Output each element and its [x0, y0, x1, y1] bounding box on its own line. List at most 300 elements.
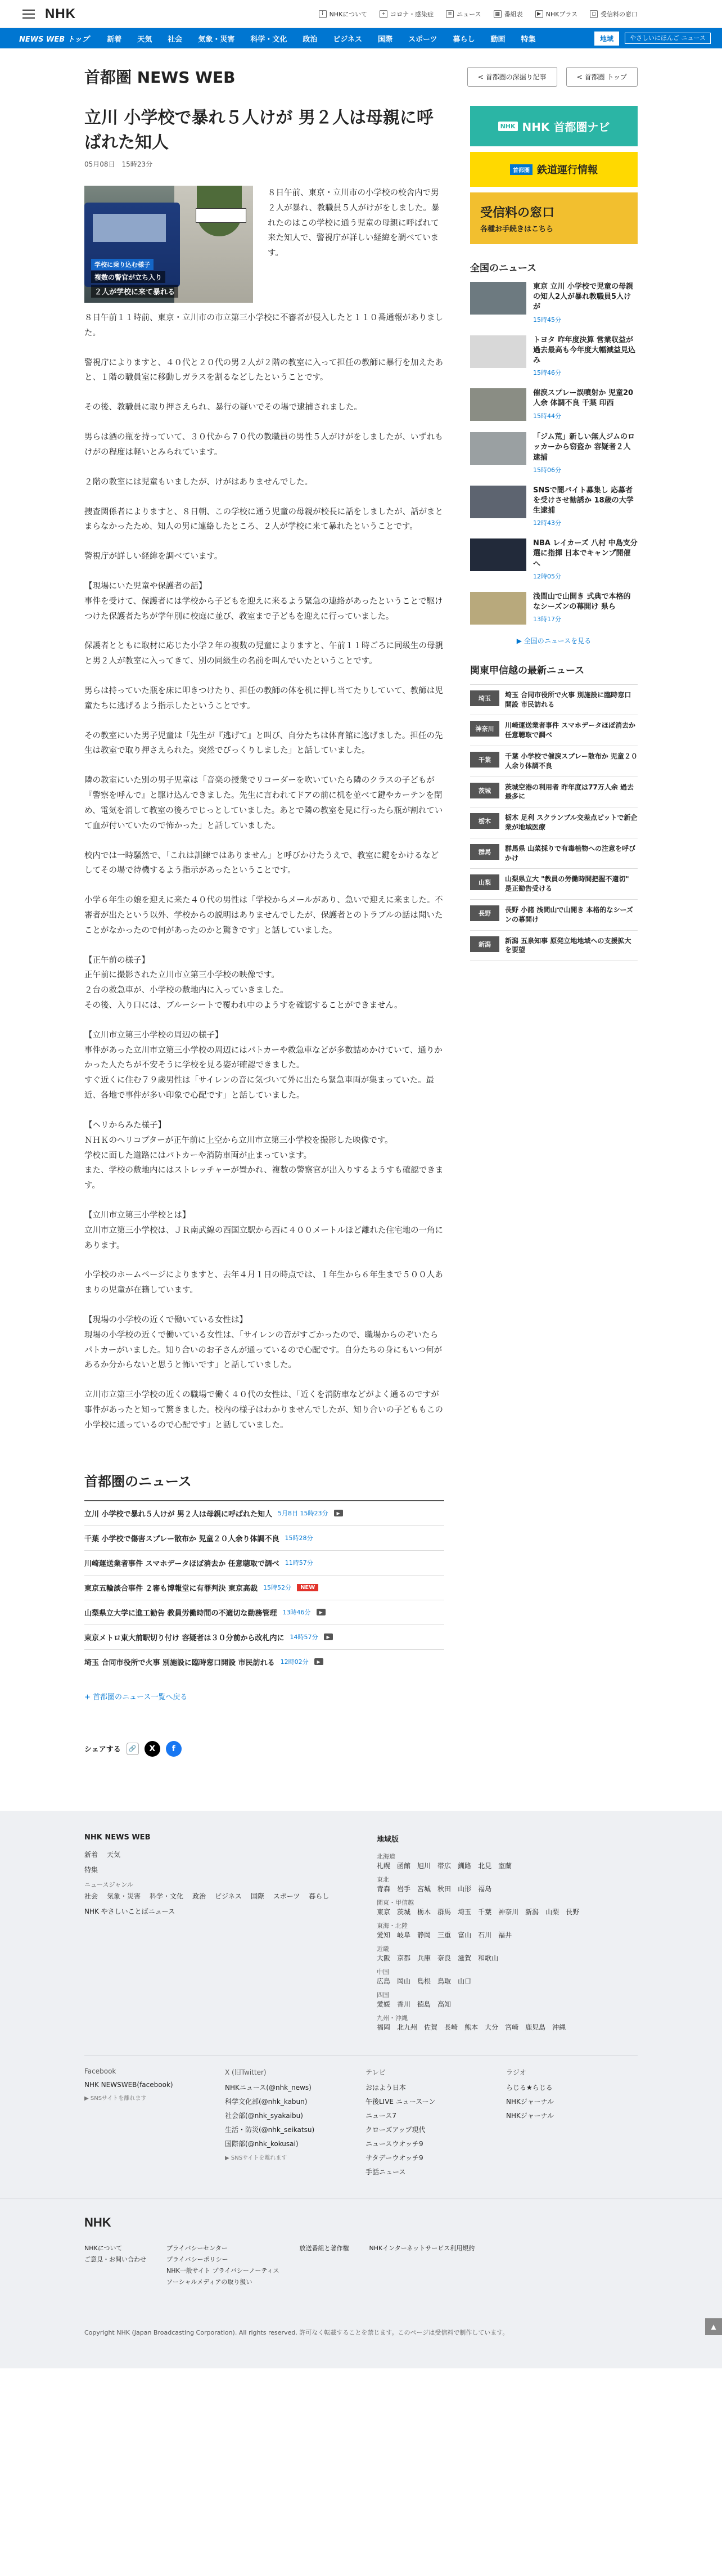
footer-links [84, 1850, 354, 1859]
national-news-item[interactable] [470, 432, 638, 474]
nav-corona[interactable]: + コロナ・感染症 [380, 10, 434, 19]
category-item[interactable]: 社会 [168, 35, 183, 44]
article-paragraph: 【立川市立第三小学校の周辺の様子】 事件があった立川市立第三小学校の周辺にはパトカーや救急車などが多数詰めかけていて、通りかかった人たちが不安そうに学校を見る姿が確認できました。 すぐ近くに住む７９歳男性は「サイレンの音に気づいて外に出たら緊急車両が集まっていた。最近、各地で事件が多い印象で心配です」と話していました。 [84, 1030, 443, 1101]
region-name: 四国 [377, 1991, 389, 1999]
prefecture-link[interactable]: 宮城 [417, 1884, 431, 1893]
article-date [84, 159, 444, 169]
footer-link[interactable]: 新着 [84, 1850, 98, 1859]
prefecture-link[interactable]: 新潟 [525, 1908, 539, 1916]
social-link[interactable]: 国際部(@nhk_kokusai) [225, 2139, 299, 2148]
photo-caption: 複数の警官が立ち入り [91, 271, 165, 283]
prefecture-link[interactable]: 大分 [485, 2023, 499, 2031]
menu-icon[interactable] [22, 10, 35, 19]
national-news-more-link[interactable]: ▶ 全国のニュースを見る [516, 636, 592, 645]
article-paragraph: その後、教職員に取り押さえられ、暴行の疑いでその場で逮捕されました。 [84, 403, 362, 412]
prefecture-link[interactable]: 秋田 [437, 1884, 452, 1893]
region-group [377, 1944, 579, 1963]
prefecture-link[interactable]: 鹿児島 [525, 2023, 546, 2031]
category-item[interactable]: 特集 [521, 35, 536, 44]
prefecture-link[interactable]: 長野 [566, 1908, 580, 1916]
social-heading: Facebook [84, 2067, 116, 2075]
regional-news-time: 5月8日 15時23分 [278, 1510, 328, 1518]
social-link[interactable]: 午後LIVE ニュースーン [365, 2097, 436, 2106]
national-news-list [470, 282, 638, 625]
news-time: 15時44分 [533, 412, 561, 420]
share-label: シェアする [84, 1745, 121, 1754]
genre-link[interactable]: 暮らし [309, 1892, 330, 1900]
category-item[interactable]: 政治 [303, 35, 318, 44]
prefecture-link[interactable]: 山形 [458, 1884, 472, 1893]
prefecture-link[interactable]: 滋賀 [458, 1954, 472, 1962]
kanto-news-item[interactable] [470, 807, 638, 838]
nhk-logo[interactable]: NHK [45, 6, 76, 21]
region-group [377, 2013, 579, 2032]
prefecture-link[interactable]: 青森 [377, 1884, 391, 1893]
region-name: 北海道 [377, 1852, 395, 1860]
category-item[interactable]: 科学・文化 [250, 35, 287, 44]
prefecture-link[interactable]: 帯広 [437, 1861, 452, 1870]
photo-sign [196, 208, 246, 223]
prefecture-link[interactable]: 長崎 [444, 2023, 458, 2031]
regional-news-item[interactable] [84, 1649, 444, 1674]
news-time: 12時43分 [533, 519, 561, 527]
social-link[interactable]: 科学文化部(@nhk_kabun) [225, 2097, 308, 2106]
newsweb-top-link[interactable]: NEWS WEB トップ [19, 35, 89, 44]
prefecture-link[interactable]: 釧路 [458, 1861, 472, 1870]
regional-news-title: 東京五輪談合事件 ２審も博報堂に有罪判決 東京高裁 [84, 1584, 258, 1593]
video-icon: ▶ [334, 1510, 343, 1516]
prefecture-link[interactable]: 香川 [397, 2000, 411, 2008]
footer-nhk-logo[interactable]: NHK [84, 2215, 111, 2229]
genre-link[interactable]: 気象・災害 [107, 1892, 141, 1900]
kanto-news-item[interactable] [470, 868, 638, 899]
regional-news-item[interactable] [84, 1500, 444, 1525]
kanto-news-title: 群馬県 山菜採りで有毒植物への注意を呼びかけ [505, 844, 636, 862]
kanto-news-item[interactable] [470, 684, 638, 715]
region-prefs [377, 1907, 579, 1917]
social-link[interactable]: サタデーウオッチ9 [365, 2153, 423, 2162]
bottom-link-column [369, 2243, 475, 2288]
category-item[interactable]: スポーツ [408, 35, 437, 44]
news-thumbnail [470, 335, 526, 368]
facebook-icon[interactable]: f [166, 1741, 182, 1757]
region-name: 東北 [377, 1875, 389, 1883]
genre-link[interactable]: 国際 [250, 1892, 264, 1900]
article-paragraph: 小学校のホームページによりますと、去年４月１日の時点では、１年生から６年生まで５００人あまりの児童が在籍しています。 [84, 1271, 443, 1295]
region-prefs [377, 1976, 579, 1986]
prefecture-link[interactable]: 山口 [458, 1977, 472, 1985]
nav-jushinryo[interactable]: ◻ 受信料の窓口 [590, 10, 638, 19]
region-name: 近畿 [377, 1945, 389, 1953]
news-title: トヨタ 昨年度決算 営業収益が過去最高も今年度大幅減益見込み [533, 335, 636, 365]
footer-wrap [84, 1833, 638, 2181]
sidebar [470, 106, 638, 961]
nav-nhkplus[interactable]: ▶ NHKプラス [535, 10, 577, 19]
prefecture-link[interactable]: 高知 [437, 2000, 452, 2008]
prefecture-link[interactable]: 岩手 [397, 1884, 411, 1893]
social-link[interactable]: 手話ニュース [365, 2167, 406, 2176]
region-name: 九州・沖縄 [377, 2014, 408, 2022]
regional-news-time: 12時02分 [280, 1658, 309, 1666]
prefecture-link[interactable]: 神奈川 [498, 1908, 519, 1916]
social-link[interactable]: おはよう日本 [365, 2083, 407, 2092]
kanto-news-item[interactable] [470, 930, 638, 962]
social-link[interactable]: NHKジャーナル [506, 2111, 554, 2120]
region-group [377, 1921, 579, 1940]
news-text [533, 592, 638, 625]
category-item[interactable]: 暮らし [453, 35, 475, 44]
category-items [99, 33, 543, 44]
genre-label: ニュースジャンル [84, 1881, 133, 1888]
prefecture-link[interactable]: 和歌山 [478, 1954, 499, 1962]
regional-news-title: 川崎運送業者事件 スマホデータほぼ消去か 任意聴取で調べ [84, 1559, 279, 1568]
region-name: 中国 [377, 1968, 389, 1976]
news-thumbnail [470, 486, 526, 518]
article-body [84, 311, 444, 1433]
national-news-item[interactable] [470, 486, 638, 528]
prefecture-badge: 栃木 [470, 813, 499, 829]
nav-about[interactable]: i NHKについて [319, 10, 368, 19]
kanto-news-item[interactable] [470, 899, 638, 930]
footer-link[interactable]: 天気 [107, 1850, 121, 1859]
prefecture-link[interactable]: 北九州 [397, 2023, 418, 2031]
region-top-button[interactable]: < 首都圏 トップ [566, 67, 638, 87]
social-column [365, 2067, 489, 2181]
news-thumbnail [470, 538, 526, 571]
main-column [84, 106, 444, 1788]
regional-news-more-link[interactable]: + 首都圏のニュース一覧へ戻る [84, 1693, 188, 1702]
regional-news-item[interactable] [84, 1525, 444, 1550]
national-news-item[interactable] [470, 388, 638, 421]
video-icon: ▶ [317, 1609, 326, 1615]
prefecture-link[interactable]: 京都 [397, 1954, 411, 1962]
footer-yasashii-link[interactable]: NHK やさしいことばニュース [84, 1907, 175, 1915]
prefecture-link[interactable]: 愛媛 [377, 2000, 391, 2008]
genre-link[interactable]: スポーツ [273, 1892, 300, 1900]
prefecture-link[interactable]: 茨城 [397, 1908, 411, 1916]
national-news-item[interactable] [470, 592, 638, 625]
columns [84, 106, 638, 1788]
region-group [377, 1990, 579, 2009]
shutoken-navi-banner[interactable]: NHK NHK 首都圏ナビ [470, 106, 638, 146]
article-paragraph: ２階の教室には児童もいましたが、けがはありませんでした。 [84, 477, 313, 487]
prefecture-link[interactable]: 福島 [478, 1884, 492, 1893]
regional-news-time: 11時57分 [285, 1559, 313, 1567]
article-paragraph: 校内では一時騒然で、「これは訓練ではありません」と呼びかけたうえで、教室に鍵をかけるなどしてその場で待機するよう指示があったということです。 [84, 851, 439, 876]
news-title: 東京 立川 小学校で児童の母親の知人2人が暴れ教職員5人けが [533, 282, 634, 312]
article-paragraph: 男らは酒の瓶を持っていて、３０代から７０代の教職員の男性５人がけがをしましたが、いずれもけがの程度は軽いとみられています。 [84, 433, 443, 457]
link-icon[interactable]: 🔗 [127, 1743, 139, 1755]
prefecture-link[interactable]: 山梨 [545, 1908, 559, 1916]
social-heading: X (旧Twitter) [225, 2068, 267, 2076]
social-column [225, 2067, 349, 2181]
prefecture-link[interactable]: 静岡 [417, 1931, 431, 1939]
kanto-news-title: 新潟 五泉知事 原発立地地域への支援拡大を要望 [505, 936, 631, 954]
region-name: 東海・北陸 [377, 1922, 408, 1929]
footer-link[interactable]: 特集 [84, 1865, 98, 1874]
regional-news-time: 14時57分 [290, 1633, 318, 1641]
prefecture-link[interactable]: 兵庫 [417, 1954, 431, 1962]
news-time: 15時06分 [533, 466, 561, 474]
article-paragraph: 【正午前の様子】 正午前に撮影された立川市立第三小学校の映像です。 ２台の救急車が、小学校の敷地内に入っていきました。 その後、入り口には、ブルーシートで覆われ中のようすを確認することができません。 [84, 955, 403, 1010]
deep-dive-button[interactable]: < 首都圏の深掘り記事 [467, 67, 557, 87]
prefecture-link[interactable]: 大阪 [377, 1954, 391, 1962]
prefecture-link[interactable]: 函館 [397, 1861, 411, 1870]
footer-newsweb [84, 1833, 354, 2036]
social-link[interactable]: クローズアップ現代 [365, 2125, 426, 2134]
prefecture-link[interactable]: 鳥取 [437, 1977, 452, 1985]
news-title: 浅間山で山開き 式典で本格的なシーズンの幕開け 県ら [533, 592, 631, 611]
copyright-wrap [84, 2328, 638, 2337]
info-icon: i [319, 10, 327, 18]
prefecture-link[interactable]: 奈良 [437, 1954, 452, 1962]
bottom-link[interactable]: NHKインターネットサービス利用規約 [369, 2244, 475, 2252]
news-time: 15時46分 [533, 369, 561, 377]
prefecture-link[interactable]: 福井 [498, 1931, 512, 1939]
article-lead [84, 186, 444, 303]
play-icon: ▶ [535, 10, 543, 18]
bottom-link[interactable]: NHKについて [84, 2244, 123, 2252]
prefecture-link[interactable]: 熊本 [464, 2023, 479, 2031]
prefecture-link[interactable]: 埼玉 [458, 1908, 472, 1916]
prefecture-badge: 長野 [470, 905, 499, 921]
national-news-item[interactable] [470, 335, 638, 378]
kanto-news-title: 長野 小諸 浅間山で山開き 本格的なシーズンの幕開け [505, 905, 633, 923]
category-item[interactable]: 国際 [377, 35, 392, 44]
share-bar [84, 1741, 444, 1757]
kanto-news-list [470, 684, 638, 961]
footer-links [84, 1865, 354, 1874]
category-item[interactable]: 気象・災害 [198, 35, 235, 44]
calendar-icon: ▦ [494, 10, 502, 18]
social-link[interactable]: NHKニュース(@nhk_news) [225, 2083, 312, 2092]
news-title: NBA レイカーズ 八村 中島支分選に指揮 日本でキャンプ開催へ [533, 539, 638, 568]
genre-links [84, 1891, 354, 1901]
regional-news-item[interactable] [84, 1600, 444, 1624]
virus-icon: + [380, 10, 387, 18]
jushinryo-banner[interactable]: 受信料の窓口 各種お手続きはこちら [470, 192, 638, 244]
news-icon: ≡ [446, 10, 454, 18]
social-link[interactable]: NHKジャーナル [506, 2097, 554, 2106]
social-column [84, 2067, 208, 2181]
category-item[interactable]: 天気 [137, 35, 152, 44]
social-link[interactable]: 生活・防災(@nhk_seikatsu) [225, 2125, 315, 2134]
kanto-news-heading: 関東甲信越の最新ニュース [470, 665, 585, 676]
bottom-link[interactable]: プライバシーセンター [166, 2244, 228, 2252]
section-title: 首都圏 NEWS WEB [84, 68, 236, 87]
kanto-news-title: 埼玉 合同市役所で火事 別施設に臨時窓口開設 市民訪れる [505, 690, 631, 708]
photo-caption: ２人が学校に来て暴れる [91, 285, 178, 298]
copyright-text: Copyright NHK (Japan Broadcasting Corporation). All rights reserved. 許可なく転載することを禁じます。このページは受信料で制作しています。 [84, 2328, 509, 2336]
social-link[interactable]: ニュースウオッチ9 [365, 2139, 423, 2148]
prefecture-link[interactable]: 佐賀 [424, 2023, 438, 2031]
news-time: 13時17分 [533, 616, 561, 623]
footer-region-heading: 地域版 [377, 1835, 399, 1844]
region-prefs [377, 1999, 579, 2009]
prefecture-link[interactable]: 石川 [478, 1931, 492, 1939]
bottom-link[interactable]: NHK一般サイト プライバシーノーティス [166, 2267, 279, 2274]
prefecture-link[interactable]: 宮崎 [505, 2023, 519, 2031]
news-thumbnail [470, 432, 526, 465]
regional-news-title: 東京メトロ東大前駅切り付け 容疑者は３０分前から改札内に [84, 1633, 285, 1642]
bottom-link-column [299, 2243, 349, 2288]
genre-link[interactable]: ビジネス [215, 1892, 242, 1900]
social-link[interactable]: ニュース7 [365, 2111, 397, 2120]
nav-news[interactable]: ≡ ニュース [446, 10, 481, 19]
category-item[interactable]: ビジネス [333, 35, 362, 44]
region-group [377, 1875, 579, 1893]
article-paragraph: 立川市立第三小学校の近くの職場で働く４０代の女性は、「近くを消防車などがよく通るのですが事件があったと知って驚きました。校内の様子はわかりませんでしたが、知り合いの子どももこの小学校に通っているので心配です」と話していました。 [84, 1390, 443, 1430]
footer-heading: NHK NEWS WEB [84, 1833, 151, 1842]
prefecture-badge: 神奈川 [470, 721, 499, 737]
news-title: 催涙スプレー誤噴射か 児童20人余 体調不良 千葉 印西 [533, 389, 634, 408]
kanto-news-title: 川崎運送業者事件 スマホデータほぼ消去か 任意聴取で調べ [505, 721, 635, 739]
prefecture-badge: 山梨 [470, 874, 499, 890]
nav-right [594, 32, 711, 46]
article-paragraph: 【立川市立第三小学校とは】 立川市立第三小学校は、ＪＲ南武線の西国立駅から西に４００メートルほど離れた住宅地の一角にあります。 [84, 1210, 443, 1250]
bottom-link[interactable]: 放送番組と著作権 [299, 2244, 349, 2252]
prefecture-link[interactable]: 千葉 [478, 1908, 492, 1916]
news-time: 15時45分 [533, 316, 561, 324]
national-news-item[interactable] [470, 282, 638, 324]
category-item[interactable]: 新着 [107, 35, 122, 44]
prefecture-link[interactable]: 富山 [458, 1931, 472, 1939]
nav-program[interactable]: ▦ 番組表 [494, 10, 523, 19]
date-text: 05月08日 [84, 160, 115, 168]
prefecture-link[interactable]: 北見 [478, 1861, 492, 1870]
section-buttons [467, 67, 638, 87]
social-link[interactable]: らじる★らじる [506, 2083, 553, 2092]
social-heading: ラジオ [506, 2068, 527, 2076]
news-text [533, 486, 638, 528]
kanto-news-title: 栃木 足利 スクランブル交差点ピットで新企業が地域医療 [505, 814, 638, 831]
article-paragraph: 隣の教室にいた別の男子児童は「音楽の授業でリコーダーを吹いていたら隣のクラスの子どもが『警察を呼んで』と駆け込んできました。先生に言われてドアの前に机を並べて鍵やカーテンを閉め、電気を消して教室の後ろでじっとしていました。あとで隣の教室を見に行ったら瓶が割れていて血が付いていたので怖かった」と話していました。 [84, 776, 443, 831]
prefecture-link[interactable]: 福岡 [377, 2023, 391, 2031]
prefecture-link[interactable]: 島根 [417, 1977, 431, 1985]
news-thumbnail [470, 282, 526, 315]
prefecture-link[interactable]: 愛知 [377, 1931, 391, 1939]
video-icon: ▶ [324, 1633, 333, 1640]
kanto-news-title: 千葉 小学校で催涙スプレー散布か 児童２０人余り体調不良 [505, 752, 638, 770]
prefecture-link[interactable]: 栃木 [417, 1908, 431, 1916]
social-link[interactable]: NHK NEWSWEB(facebook) [84, 2080, 173, 2089]
social-link[interactable]: 社会部(@nhk_syakaibu) [225, 2111, 303, 2120]
news-thumbnail [470, 592, 526, 625]
new-badge: NEW [297, 1584, 318, 1591]
regional-news-time: 15時52分 [263, 1584, 292, 1592]
footer-bottom-wrap [84, 2215, 638, 2288]
prefecture-link[interactable]: 旭川 [417, 1861, 431, 1870]
kanto-news-item[interactable] [470, 746, 638, 777]
prefecture-link[interactable]: 群馬 [437, 1908, 452, 1916]
bottom-link[interactable]: ご意見・お問い合わせ [84, 2255, 146, 2263]
news-text [533, 282, 638, 324]
news-title: 「ジム荒」新しい無人ジムのロッカーから窃盗か 容疑者２人逮捕 [533, 433, 635, 462]
prefecture-link[interactable]: 広島 [377, 1977, 391, 1985]
footer-bottom-links [84, 2243, 638, 2288]
regional-news-item[interactable] [84, 1624, 444, 1649]
news-time: 12時05分 [533, 572, 561, 580]
news-text [533, 388, 638, 421]
kanto-news-item[interactable] [470, 838, 638, 869]
content-wrap [84, 48, 638, 1788]
regional-news-title: 千葉 小学校で傷害スプレー散布か 児童２０人余り体調不良 [84, 1534, 279, 1543]
prefecture-link[interactable]: 徳島 [417, 2000, 431, 2008]
prefecture-link[interactable]: 沖縄 [552, 2023, 566, 2031]
article-photo[interactable] [84, 186, 253, 303]
footer-regions [377, 1833, 579, 2036]
prefecture-link[interactable]: 札幌 [377, 1861, 391, 1870]
region-prefs [377, 1861, 579, 1870]
news-text [533, 335, 638, 378]
prefecture-link[interactable]: 室蘭 [498, 1861, 512, 1870]
footer-columns [84, 1833, 638, 2036]
category-nav [0, 28, 722, 48]
regional-news-item[interactable] [84, 1550, 444, 1575]
article-title: 立川 小学校で暴れ５人けが 男２人は母親に呼ばれた知人 [84, 108, 434, 152]
prefecture-link[interactable]: 岐阜 [397, 1931, 411, 1939]
article-paragraph: その教室にいた男子児童は「先生が『逃げて』と叫び、自分たちは体育館に逃げました。担任の先生は教室で取り押さえられた。突然でびっくりしました」と話していました。 [84, 731, 443, 756]
genre-link[interactable]: 社会 [84, 1892, 98, 1900]
bottom-link[interactable]: ソーシャルメディアの取り扱い [166, 2278, 252, 2286]
article-paragraph: ８日午前１１時前、東京・立川市の市立第三小学校に不審者が侵入したと１１０番通報がありました。 [84, 313, 443, 338]
bottom-link[interactable]: プライバシーポリシー [166, 2255, 228, 2263]
prefecture-link[interactable]: 岡山 [397, 1977, 411, 1985]
copyright-bar [0, 2305, 722, 2368]
national-news-item[interactable] [470, 538, 638, 581]
article-paragraph: 【現場にいた児童や保護者の話】 事件を受けて、保護者には学校から子どもを迎えに来るよう緊急の連絡があったということで駆けつけた保護者たちが学年別に校庭に並び、教室まで子どもを迎えに行っていました。 [84, 581, 443, 621]
regional-news-time: 13時46分 [282, 1609, 311, 1617]
genre-link[interactable]: 政治 [192, 1892, 206, 1900]
social-heading: テレビ [365, 2068, 386, 2076]
kanto-news-title: 山梨県立大 "教員の労働時間把握不適切" 是正勧告受ける [505, 875, 629, 893]
region-group [377, 1852, 579, 1870]
yasashii-news-link[interactable]: やさしいにほんご ニュース [625, 33, 711, 43]
kanto-news-item[interactable] [470, 777, 638, 807]
article-paragraph: 警視庁が詳しい経緯を調べています。 [84, 552, 223, 562]
genre-link[interactable]: 科学・文化 [150, 1892, 184, 1900]
section-header [84, 48, 638, 106]
category-item[interactable]: 動画 [490, 35, 506, 44]
prefecture-link[interactable]: 東京 [377, 1908, 391, 1916]
article-paragraph: 小学６年生の娘を迎えに来た４０代の男性は「学校からメールがあり、急いで迎えに来ました。不審者が出たという以外、学校からの説明はありませんでしたが、保護者とのトラブルの話は聞いたことがなかったので何があったのかと驚きです」と話していました。 [84, 896, 443, 935]
bottom-link-column [166, 2243, 279, 2288]
footer-social [84, 2056, 638, 2181]
article-paragraph: 【現場の小学校の近くで働いている女性は】 現場の小学校の近くで働いている女性は、「サイレンの音がすごかったので、職場からのぞいたらパトカーがいました。知り合いのお子さんが通っているので心配です。自分たちの身にもいつ何があるか分からないと思うと怖いです」と話していました。 [84, 1316, 443, 1370]
article-paragraph: 男らは持っていた瓶を床に叩きつけたり、担任の教師の体を机に押し当てたりしていて、教師は児童たちに逃げるよう指示したということです。 [84, 686, 443, 711]
regional-news-item[interactable] [84, 1575, 444, 1600]
article-paragraph: 保護者とともに取材に応じた小学２年の複数の児童によりますと、午前１１時ごろに同級生の母親と男２人が教室に入ってきて、別の同級生の名前を叫んでいたということです。 [84, 641, 443, 666]
news-thumbnail [470, 388, 526, 421]
regional-news-title: 山梨県立大学に進工勧告 教員労働時間の不適切な勤務管理 [84, 1609, 277, 1618]
lead-text: ８日午前、東京・立川市の小学校の校舎内で男２人が暴れ、教職員５人がけがをしました。暴れたのはこの学校に通う児童の母親に呼ばれて来た知人で、警視庁が詳しい経緯を調べています。 [268, 189, 440, 258]
national-news-heading: 全国のニュース [470, 263, 537, 274]
region-prefs [377, 2022, 579, 2032]
region-prefs [377, 1930, 579, 1940]
regional-news-title: 埼玉 合同市役所で火事 別施設に臨時窓口開設 市民訪れる [84, 1658, 275, 1667]
regional-news-title: 立川 小学校で暴れ５人けが 男２人は母親に呼ばれた知人 [84, 1510, 273, 1519]
x-icon[interactable]: X [145, 1741, 160, 1757]
scroll-top-button[interactable]: ▲ [705, 2318, 722, 2335]
prefecture-badge: 群馬 [470, 844, 499, 860]
prefecture-link[interactable]: 三重 [437, 1931, 452, 1939]
external-note: ▶ SNSサイトを離れます [225, 2155, 287, 2161]
article-paragraph: 捜査関係者によりますと、８日朝、この学校に通う児童の母親が校長に話をしましたが、話がまとまらなかったため、知人の男に連絡したところ、２人が学校に来て暴れたということです。 [84, 507, 443, 532]
footer-bottom [0, 2198, 722, 2305]
kanto-news-item[interactable] [470, 715, 638, 746]
train-info-banner[interactable]: 首都圏 鉄道運行情報 [470, 152, 638, 187]
region-button[interactable]: 地域 [594, 32, 619, 46]
